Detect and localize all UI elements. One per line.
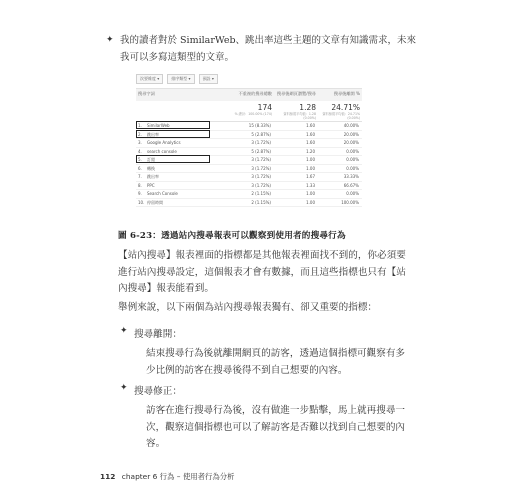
page-number: 112 xyxy=(100,472,116,481)
paragraph-1: 【站內搜尋】報表裡面的指標都是其他報表裡面找不到的，你必須要進行站內搜尋設定，這個報表才會有數據，而且這些指標也只有【站內搜尋】報表能看到。 xyxy=(118,250,406,294)
cell-exit: 33.33% xyxy=(343,174,359,179)
bullet-diamond-icon: ✦ xyxy=(120,383,128,393)
table-row xyxy=(136,190,362,199)
cell-term: 8. PPC xyxy=(138,182,155,188)
cell-count: 3 (1.72%) xyxy=(251,157,271,162)
cell-exit: 100.00% xyxy=(341,199,359,205)
table-row xyxy=(136,156,362,165)
cell-term: 9. Search Console xyxy=(138,191,178,196)
cell-exit: 40.00% xyxy=(343,123,359,128)
cell-term: 2. 跳出率 xyxy=(138,131,159,137)
table-row xyxy=(136,139,362,148)
dropdown-sort-type: 排序類型 ▾ xyxy=(167,74,194,84)
cell-count: 15 (8.33%) xyxy=(248,123,271,128)
page-footer xyxy=(100,471,235,482)
cell-count: 3 (1.72%) xyxy=(251,165,271,171)
cell-depth: 1.20 xyxy=(306,148,315,154)
col-search-exits: 搜尋後離開 % xyxy=(333,91,360,96)
cell-term: 4. search console xyxy=(138,148,177,154)
cell-depth: 1.00 xyxy=(306,157,315,162)
cell-count: 5 (2.87%) xyxy=(251,131,271,137)
cell-count: 3 (1.72%) xyxy=(251,140,271,145)
cell-count: 3 (1.72%) xyxy=(251,182,271,188)
cell-exit: 20.00% xyxy=(343,140,359,145)
cell-depth: 1.60 xyxy=(306,131,315,137)
analytics-screenshot xyxy=(136,72,362,222)
table-totals xyxy=(136,101,362,122)
dropdown-secondary-dimension: 次要維度 ▾ xyxy=(136,74,163,84)
cell-depth: 1.60 xyxy=(306,140,315,145)
figure-caption: 圖 6-23：透過站內搜尋報表可以觀察到使用者的搜尋行為 xyxy=(118,231,346,241)
table-row xyxy=(136,173,362,182)
screenshot-toolbar xyxy=(136,72,362,86)
cell-exit: 0.00% xyxy=(346,148,359,154)
paragraph-2: 舉例來說，以下兩個為站內搜尋報表獨有、卻又重要的指標： xyxy=(118,302,378,313)
cell-depth: 1.60 xyxy=(306,123,315,128)
cell-depth: 1.00 xyxy=(306,191,315,196)
table-header xyxy=(136,89,362,101)
cell-exit: 20.00% xyxy=(343,131,359,137)
cell-exit: 0.00% xyxy=(346,157,359,162)
cell-depth: 1.67 xyxy=(306,174,315,179)
intro-bullet xyxy=(106,32,420,66)
total-pageviews-per-search: 1.28 資料檢視平均值：1.28 (0.00%) xyxy=(283,103,316,120)
chapter-title: chapter 6 行為 – 使用者行為分析 xyxy=(121,472,235,481)
cell-term: 6. 轉換 xyxy=(138,165,155,171)
cell-exit: 0.00% xyxy=(346,165,359,171)
col-pageviews-per-search: 搜尋後網頁瀏覽/搜尋 xyxy=(276,91,316,96)
cell-term: 1. SimilarWeb xyxy=(138,123,170,128)
cell-exit: 0.00% xyxy=(346,191,359,196)
list-item-body: 結束搜尋行為後就離開網頁的訪客，透過這個指標可觀察有多少比例的訪客在搜尋後得不到自己想要的內容。 xyxy=(146,348,406,376)
list-item-body: 訪客在進行搜尋行為後，沒有做進一步點擊，馬上就再搜尋一次，觀察這個指標也可以了解訪客是否難以找到自己想要的內容。 xyxy=(146,405,406,449)
cell-count: 5 (2.87%) xyxy=(251,148,271,154)
list-item-title: 搜尋修正： xyxy=(134,386,182,397)
cell-count: 2 (1.15%) xyxy=(251,191,271,196)
dropdown-default: 預設 ▾ xyxy=(199,74,218,84)
cell-count: 3 (1.72%) xyxy=(251,174,271,179)
total-search-exits: 24.71% 資料檢視平均值：24.71% (0.00%) xyxy=(322,103,360,120)
table-row xyxy=(136,131,362,140)
cell-depth: 1.00 xyxy=(306,165,315,171)
search-terms-table xyxy=(136,88,362,207)
bullet-diamond-icon: ✦ xyxy=(106,35,114,45)
cell-exit: 66.67% xyxy=(343,182,359,188)
list-item-title: 搜尋離開： xyxy=(134,329,182,340)
table-row xyxy=(136,182,362,191)
cell-count: 2 (1.15%) xyxy=(251,199,271,205)
cell-depth: 1.00 xyxy=(306,199,315,205)
cell-term: 10. 停留時間 xyxy=(138,199,163,205)
col-unique-searches: 不重複的搜尋總數 xyxy=(238,91,272,96)
table-row xyxy=(136,165,362,174)
cell-term: 7. 跳出率 xyxy=(138,174,159,179)
cell-term: 5. 訂閱 xyxy=(138,157,155,162)
cell-term: 3. Google Analytics xyxy=(138,140,181,145)
cell-depth: 1.33 xyxy=(306,182,315,188)
table-row xyxy=(136,199,362,208)
bullet-diamond-icon: ✦ xyxy=(120,326,128,336)
col-search-term: 搜尋字詞 xyxy=(138,91,155,96)
intro-bullet-text: 我的讀者對於 SimilarWeb、跳出率這些主題的文章有知識需求，未來我可以多寫這類型的文章。 xyxy=(120,35,417,63)
total-unique-searches: 174 % 總計：100.00% (174) xyxy=(234,103,272,116)
table-body xyxy=(136,122,362,207)
